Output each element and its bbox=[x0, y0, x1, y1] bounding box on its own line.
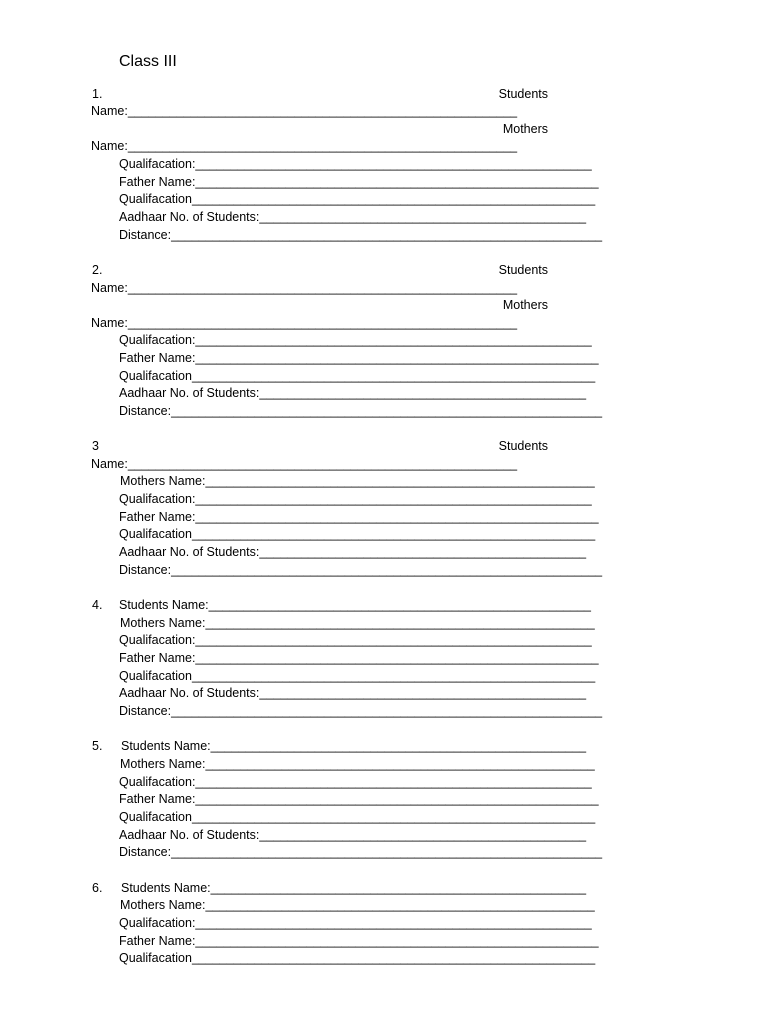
father-name-line: Father Name:__________________________________________________________ bbox=[119, 351, 599, 365]
distance-line: Distance:______________________________________________________________ bbox=[119, 404, 603, 418]
entry-number: 4. bbox=[92, 598, 103, 612]
father-name-line: Father Name:__________________________________________________________ bbox=[119, 792, 599, 806]
mothers-name-line: Name:________________________________________________________ bbox=[91, 139, 518, 153]
mothers-label: Mothers bbox=[502, 298, 548, 312]
mothers-label: Mothers bbox=[502, 122, 548, 136]
aadhaar-line: Aadhaar No. of Students:_______________________________________________ bbox=[119, 686, 587, 700]
students-label: Students bbox=[498, 263, 548, 277]
qualification-line: Qualifacation__________________________________________________________ bbox=[119, 951, 596, 965]
mothers-name-line: Mothers Name:________________________________________________________ bbox=[120, 616, 595, 630]
father-name-line: Father Name:__________________________________________________________ bbox=[119, 510, 599, 524]
entry-number: 1. bbox=[92, 87, 103, 101]
distance-line: Distance:______________________________________________________________ bbox=[119, 228, 603, 242]
students-label: Students bbox=[498, 439, 548, 453]
qualification-line: Qualifacation:_________________________________________________________ bbox=[119, 775, 592, 789]
father-name-line: Father Name:__________________________________________________________ bbox=[119, 175, 599, 189]
students-name-line: Students Name:_______________________________________________________ bbox=[119, 598, 591, 612]
students-label: Students bbox=[498, 87, 548, 101]
qualification-line: Qualifacation:_________________________________________________________ bbox=[119, 333, 592, 347]
aadhaar-line: Aadhaar No. of Students:_______________________________________________ bbox=[119, 545, 587, 559]
distance-line: Distance:______________________________________________________________ bbox=[119, 563, 603, 577]
aadhaar-line: Aadhaar No. of Students:_______________________________________________ bbox=[119, 210, 587, 224]
qualification-line: Qualifacation:_________________________________________________________ bbox=[119, 916, 592, 930]
mothers-name-line: Mothers Name:________________________________________________________ bbox=[120, 757, 595, 771]
mothers-name-line: Mothers Name:________________________________________________________ bbox=[120, 474, 595, 488]
qualification-line: Qualifacation:_________________________________________________________ bbox=[119, 157, 592, 171]
aadhaar-line: Aadhaar No. of Students:_______________________________________________ bbox=[119, 386, 587, 400]
page-title: Class III bbox=[119, 53, 177, 70]
father-name-line: Father Name:__________________________________________________________ bbox=[119, 934, 599, 948]
qualification-line: Qualifacation__________________________________________________________ bbox=[119, 192, 596, 206]
qualification-line: Qualifacation__________________________________________________________ bbox=[119, 810, 596, 824]
students-name-line: Students Name:______________________________________________________ bbox=[121, 739, 587, 753]
entry-number: 3 bbox=[92, 439, 99, 453]
entry-number: 2. bbox=[92, 263, 103, 277]
entry-number: 6. bbox=[92, 881, 103, 895]
students-name-line: Students Name:______________________________________________________ bbox=[121, 881, 587, 895]
qualification-line: Qualifacation__________________________________________________________ bbox=[119, 369, 596, 383]
mothers-name-line: Name:________________________________________________________ bbox=[91, 316, 518, 330]
students-name-line: Name:________________________________________________________ bbox=[91, 104, 518, 118]
distance-line: Distance:______________________________________________________________ bbox=[119, 704, 603, 718]
qualification-line: Qualifacation:_________________________________________________________ bbox=[119, 492, 592, 506]
qualification-line: Qualifacation:_________________________________________________________ bbox=[119, 633, 592, 647]
students-name-line: Name:________________________________________________________ bbox=[91, 281, 518, 295]
qualification-line: Qualifacation__________________________________________________________ bbox=[119, 669, 596, 683]
distance-line: Distance:______________________________________________________________ bbox=[119, 845, 603, 859]
entry-number: 5. bbox=[92, 739, 103, 753]
aadhaar-line: Aadhaar No. of Students:_______________________________________________ bbox=[119, 828, 587, 842]
qualification-line: Qualifacation__________________________________________________________ bbox=[119, 527, 596, 541]
students-name-line: Name:________________________________________________________ bbox=[91, 457, 518, 471]
mothers-name-line: Mothers Name:________________________________________________________ bbox=[120, 898, 595, 912]
father-name-line: Father Name:__________________________________________________________ bbox=[119, 651, 599, 665]
